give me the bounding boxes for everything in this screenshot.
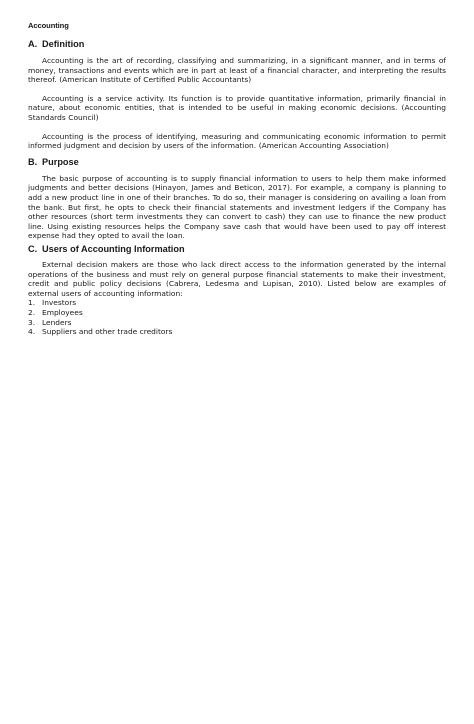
list-text: Employees xyxy=(42,307,83,317)
list-item xyxy=(28,318,446,328)
list-text: Investors xyxy=(42,298,77,308)
list-item xyxy=(28,308,446,318)
list-number: 3. xyxy=(28,317,36,327)
purpose-paragraph: The basic purpose of accounting is to supply financial information to users to help them make informed judgments and better decisions (Hinayon, James and Beticon, 2017). For example, a company is planning to add a new product line in one of their branches. To do so, their manager is considering on availing a loan from the bank. But first, he opts to check their financial statements and investment ledgers if the Company has other resources (short term investments they can convert to cash) they can use to finance the new product line. Using existing resources helps the Company save cash that would have been used to pay off interest expense had they opted to avail the loan. xyxy=(28,173,446,241)
definition-paragraph-2: Accounting is a service activity. Its function is to provide quantitative information, primarily financial in nature, about economic entities, that is intended to be useful in making economic decisions. (Accounting Standards Council) xyxy=(28,93,446,122)
section-title: Definition xyxy=(42,39,85,49)
section-title: Users of Accounting Information xyxy=(42,243,185,254)
users-paragraph: External decision makers are those who lack direct access to the information generated by the internal operations of the business and must rely on general purpose financial statements to make their investment, credit and public policy decisions (Cabrera, Ledesma and Lupisan, 2010). Listed below are examples of external users of accounting information: xyxy=(28,259,446,298)
list-number: 2. xyxy=(28,307,36,317)
section-heading-purpose xyxy=(28,156,446,169)
list-text: Suppliers and other trade creditors xyxy=(42,327,173,337)
external-users-list xyxy=(28,298,446,337)
section-letter: C. xyxy=(28,243,38,254)
section-letter: B. xyxy=(28,156,38,167)
section-letter: A. xyxy=(28,39,38,49)
list-number: 4. xyxy=(28,327,36,337)
document-header: Accounting xyxy=(28,21,69,30)
section-heading-definition xyxy=(28,38,446,51)
section-title: Purpose xyxy=(42,156,79,167)
list-text: Lenders xyxy=(42,317,72,327)
definition-paragraph-3: Accounting is the process of identifying, measuring and communicating economic information to permit informed judgment and decision by users of the information. (American Accounting Association) xyxy=(28,131,446,151)
list-item xyxy=(28,327,446,337)
section-heading-users xyxy=(28,243,446,256)
definition-paragraph-1: Accounting is the art of recording, classifying and summarizing, in a significant manner, and in terms of money, transactions and events which are in part at least of a financial character, and interpreting the results thereof. (American Institute of Certified Public Accountants) xyxy=(28,56,446,85)
list-item xyxy=(28,298,446,308)
document-body xyxy=(28,38,446,337)
list-number: 1. xyxy=(28,298,36,308)
